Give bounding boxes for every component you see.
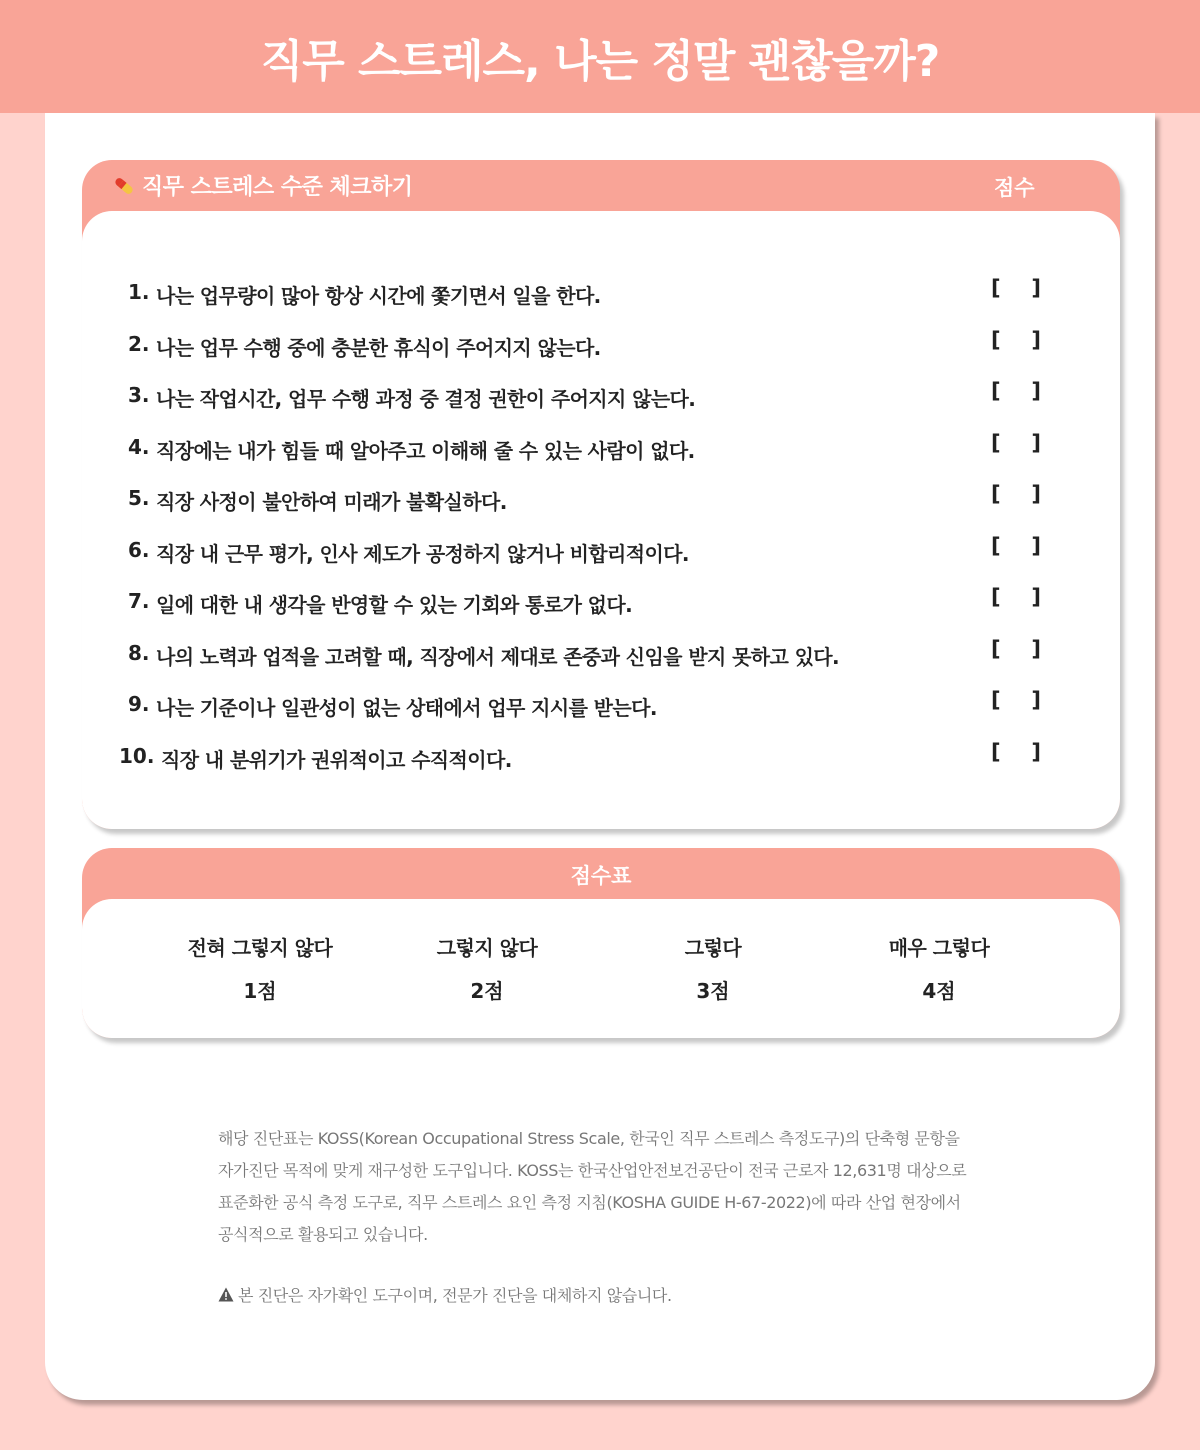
question-text: 나는 작업시간, 업무 수행 과정 중 결정 권한이 주어지지 않는다. [156,387,696,411]
question-text: 일에 대한 내 생각을 반영할 수 있는 기회와 통로가 없다. [156,593,633,617]
bracket-left: [ [991,688,1001,712]
scale-option [826,932,1052,1004]
note-line: 자가진단 목적에 맞게 재구성한 도구입니다. KOSS는 한국산업안전보건공단이 전국 근로자 12,631명 대상으로 [218,1161,967,1180]
question-number: 10. [119,744,155,768]
score-checkbox[interactable] [991,688,1041,714]
bracket-right: ] [1031,276,1041,300]
bracket-left: [ [991,431,1001,455]
question-number: 3. [128,383,150,407]
bracket-right: ] [1031,328,1041,352]
score-checkbox[interactable] [991,740,1041,766]
main-card [45,113,1155,1400]
question-text: 직장 내 분위기가 권위적이고 수직적이다. [161,748,512,772]
question-row [82,324,1120,364]
bracket-left: [ [991,534,1001,558]
bracket-right: ] [1031,431,1041,455]
score-checkbox[interactable] [991,534,1041,560]
scale-option [374,932,600,1004]
question-row [82,736,1120,776]
pill-icon [112,174,136,198]
warning-icon [218,1287,234,1302]
disclaimer-text: 본 진단은 자가확인 도구이며, 전문가 진단을 대체하지 않습니다. [238,1286,672,1305]
scale-points: 2점 [470,979,504,1003]
question-text: 직장에는 내가 힘들 때 알아주고 이해해 줄 수 있는 사람이 없다. [156,439,695,463]
bracket-right: ] [1031,637,1041,661]
disclaimer [218,1283,1018,1306]
bracket-left: [ [991,328,1001,352]
question-number: 6. [128,538,150,562]
question-row [82,478,1120,518]
question-text: 직장 사정이 불안하여 미래가 불확실하다. [156,490,507,514]
score-scale [82,932,1120,1032]
scale-label: 그렇지 않다 [436,936,538,960]
question-row [82,633,1120,673]
question-number: 8. [128,641,150,665]
question-number: 7. [128,589,150,613]
bracket-left: [ [991,379,1001,403]
bracket-right: ] [1031,534,1041,558]
bracket-right: ] [1031,688,1041,712]
scale-label: 그렇다 [684,936,742,960]
score-checkbox[interactable] [991,276,1041,302]
page-title: 직무 스트레스, 나는 정말 괜찮을까? [260,35,940,87]
question-text: 나는 업무량이 많아 항상 시간에 쫓기면서 일을 한다. [156,284,601,308]
question-number: 9. [128,692,150,716]
bracket-right: ] [1031,585,1041,609]
question-row [82,427,1120,467]
bracket-left: [ [991,740,1001,764]
score-checkbox[interactable] [991,585,1041,611]
scoreboard-body [82,899,1120,1038]
scale-option [600,932,826,1004]
scale-label: 매우 그렇다 [888,936,990,960]
question-text: 나는 업무 수행 중에 충분한 휴식이 주어지지 않는다. [156,336,601,360]
question-text: 나는 기준이나 일관성이 없는 상태에서 업무 지시를 받는다. [156,696,657,720]
scale-option [147,932,373,1004]
source-note [218,1123,1018,1251]
bracket-left: [ [991,482,1001,506]
checklist-title [112,170,413,201]
score-checkbox[interactable] [991,328,1041,354]
bracket-left: [ [991,637,1001,661]
scale-label: 전혀 그렇지 않다 [187,936,333,960]
checklist-panel [82,160,1120,829]
score-column-header: 점수 [994,176,1035,200]
bracket-left: [ [991,276,1001,300]
question-number: 5. [128,486,150,510]
note-line: 표준화한 공식 측정 도구로, 직무 스트레스 요인 측정 지침(KOSHA GUIDE H-67-2022)에 따라 산업 현장에서 [218,1193,961,1212]
bracket-right: ] [1031,740,1041,764]
score-checkbox[interactable] [991,637,1041,663]
question-row [82,530,1120,570]
checklist-title-text: 직무 스트레스 수준 체크하기 [142,175,413,200]
checklist-body [82,211,1120,829]
question-row [82,581,1120,621]
bracket-left: [ [991,585,1001,609]
note-line: 공식적으로 활용되고 있습니다. [218,1225,428,1244]
score-checkbox[interactable] [991,431,1041,457]
question-number: 1. [128,280,150,304]
scale-points: 3점 [696,979,730,1003]
question-row [82,272,1120,312]
bracket-right: ] [1031,482,1041,506]
scale-points: 1점 [243,979,277,1003]
question-row [82,684,1120,724]
score-checkbox[interactable] [991,482,1041,508]
score-checkbox[interactable] [991,379,1041,405]
question-number: 2. [128,332,150,356]
scoreboard-panel [82,848,1120,1038]
question-number: 4. [128,435,150,459]
scale-points: 4점 [922,979,956,1003]
note-line: 해당 진단표는 KOSS(Korean Occupational Stress Scale, 한국인 직무 스트레스 측정도구)의 단축형 문항을 [218,1129,960,1148]
question-row [82,375,1120,415]
bracket-right: ] [1031,379,1041,403]
question-text: 직장 내 근무 평가, 인사 제도가 공정하지 않거나 비합리적이다. [156,542,689,566]
title-banner [0,0,1200,113]
scoreboard-title: 점수표 [570,864,632,888]
question-text: 나의 노력과 업적을 고려할 때, 직장에서 제대로 존중과 신임을 받지 못하고 있다. [156,645,840,669]
